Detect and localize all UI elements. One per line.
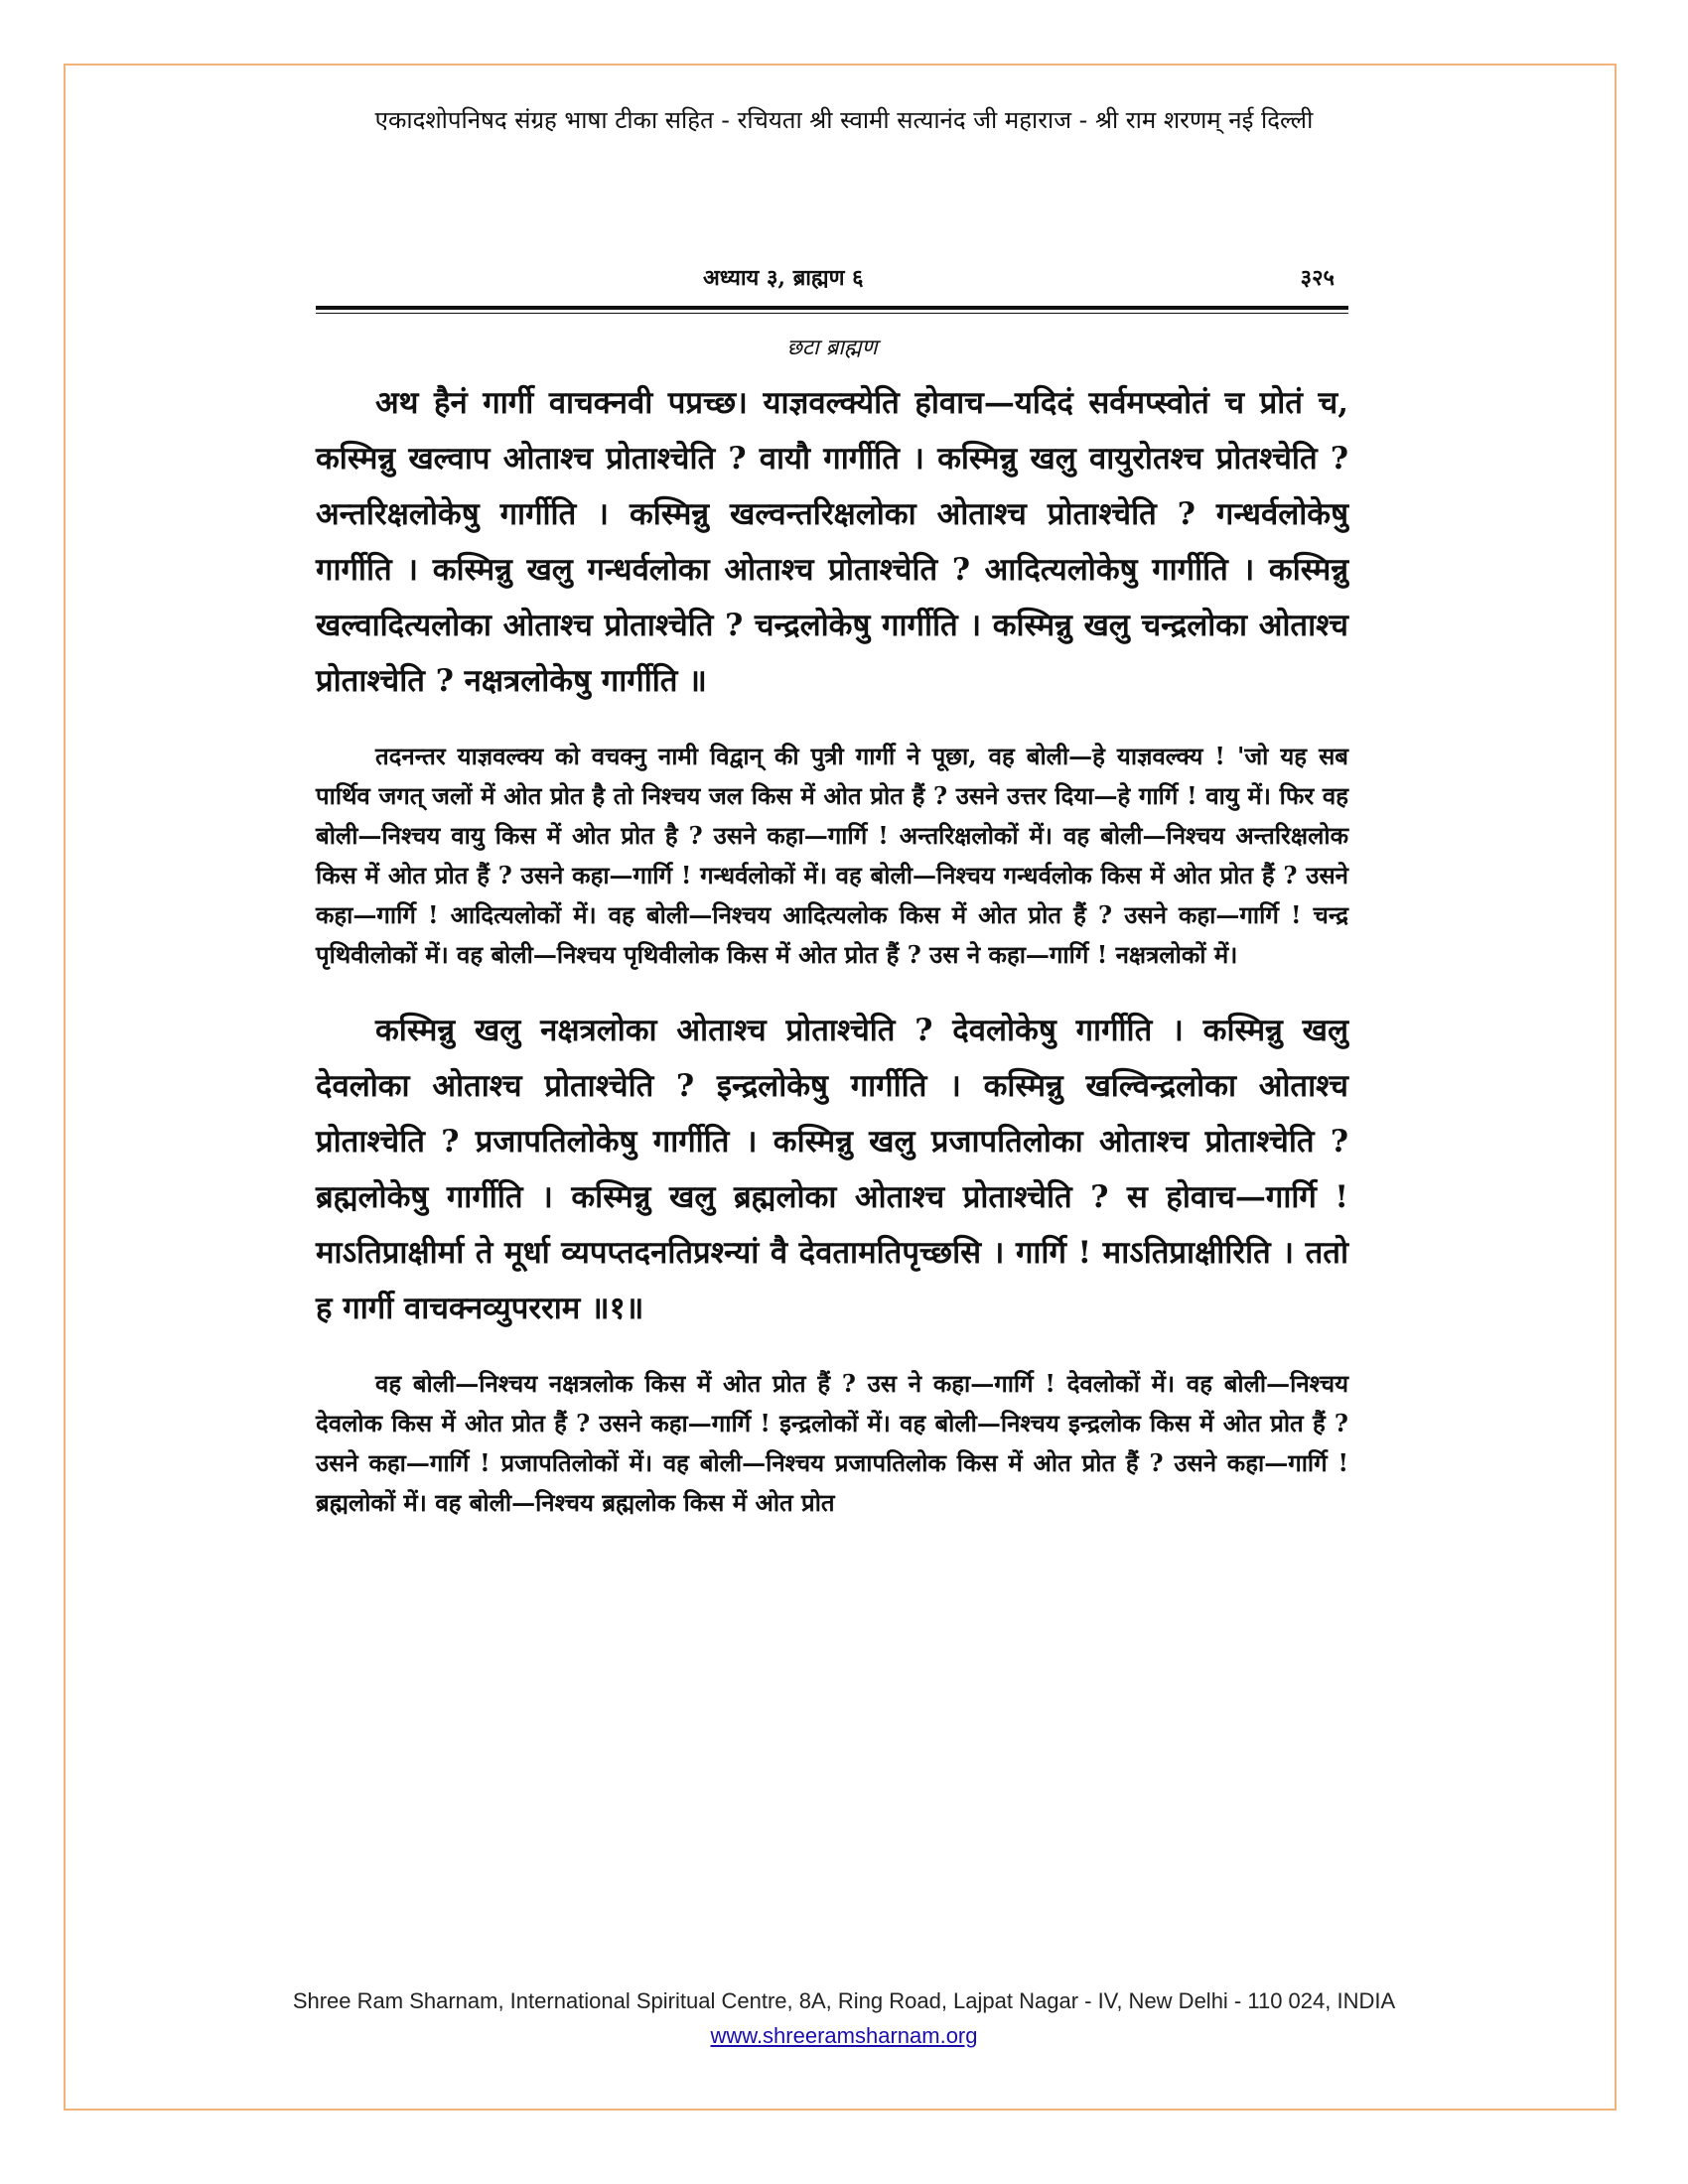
footer-website-link[interactable]: www.shreeramsharnam.org [710,2023,978,2048]
document-header: एकादशोपनिषद संग्रह भाषा टीका सहित - रचियता श्री स्वामी सत्यानंद जी महाराज - श्री राम शरणम् नई दिल्ली [374,106,1314,134]
sanskrit-verse-1: अथ हैनं गार्गी वाचक्नवी पप्रच्छ। याज्ञवल्क्येति होवाच—यदिदं सर्वमप्स्वोतं च प्रोतं च, कस्मिन्नु खल्वाप ओताश्च प्रोताश्चेति ? वायौ गार्गीति । कस्मिन्नु खलु वायुरोतश्च प्रोतश्चेति ? अन्तरिक्षलोकेषु गार्गीति । कस्मिन्नु खल्वन्तरिक्षलोका ओताश्च प्रोताश्चेति ? गन्धर्वलोकेषु गार्गीति । कस्मिन्नु खलु गन्धर्वलोका ओताश्च प्रोताश्चेति ? आदित्यलोकेषु गार्गीति । कस्मिन्नु खल्वादित्यलोका ओताश्च प्रोताश्चेति ? चन्द्रलोकेषु गार्गीति । कस्मिन्नु खलु चन्द्रलोका ओताश्च प्रोताश्चेति ? नक्षत्रलोकेषु गार्गीति ॥ [316,385,1348,699]
hindi-commentary-2: वह बोली—निश्चय नक्षत्रलोक किस में ओत प्रोत हैं ? उस ने कहा—गार्गि ! देवलोकों में। वह बोली—निश्चय देवलोक किस में ओत प्रोत हैं ? उसने कहा—गार्गि ! इन्द्रलोकों में। वह बोली—निश्चय इन्द्रलोक किस में ओत प्रोत हैं ? उसने कहा—गार्गि ! प्रजापतिलोकों में। वह बोली—निश्चय प्रजापतिलोक किस में ओत प्रोत हैं ? उसने कहा—गार्गि ! ब्रह्मलोकों में। वह बोली—निश्चय ब्रह्मलोक किस में ओत प्रोत [316,1369,1348,1517]
sanskrit-verse-2: कस्मिन्नु खलु नक्षत्रलोका ओताश्च प्रोताश्चेति ? देवलोकेषु गार्गीति । कस्मिन्नु खलु देवलोका ओताश्च प्रोताश्चेति ? इन्द्रलोकेषु गार्गीति । कस्मिन्नु खल्विन्द्रलोका ओताश्च प्रोताश्चेति ? प्रजापतिलोकेषु गार्गीति । कस्मिन्नु खलु प्रजापतिलोका ओताश्च प्रोताश्चेति ? ब्रह्मलोकेषु गार्गीति । कस्मिन्नु खलु ब्रह्मलोका ओताश्च प्रोताश्चेति ? स होवाच—गार्गि ! माऽतिप्राक्षीर्मा ते मूर्धा व्यपप्तदनतिप्रश्न्यां वै देवतामतिपृच्छसि । गार्गि ! माऽतिप्राक्षीरिति । ततो ह गार्गी वाचक्नव्युपरराम ॥१॥ [316,1013,1348,1326]
header-rule-thin [316,313,1348,314]
footer-address: Shree Ram Sharnam, International Spiritual Centre, 8A, Ring Road, Lajpat Nagar - IV, New Delhi - 110 024, INDIA [292,1988,1396,2013]
hindi-commentary-1: तदनन्तर याज्ञवल्क्य को वचक्नु नामी विद्वान् की पुत्री गार्गी ने पूछा, वह बोली—हे याज्ञवल्क्य ! 'जो यह सब पार्थिव जगत् जलों में ओत प्रोत है तो निश्चय जल किस में ओत प्रोत हैं ? उसने उत्तर दिया—हे गार्गि ! वायु में। फिर वह बोली—निश्चय वायु किस में ओत प्रोत है ? उसने कहा—गार्गि ! अन्तरिक्षलोकों में। वह बोली—निश्चय अन्तरिक्षलोक किस में ओत प्रोत हैं ? उसने कहा—गार्गि ! गन्धर्वलोकों में। वह बोली—निश्चय गन्धर्वलोक किस में ओत प्रोत हैं ? उसने कहा—गार्गि ! आदित्यलोकों में। वह बोली—निश्चय आदित्यलोक किस में ओत प्रोत हैं ? उसने कहा—गार्गि ! चन्द्र पृथिवीलोकों में। वह बोली—निश्चय पृथिवीलोक किस में ओत प्रोत हैं ? उस ने कहा—गार्गि ! नक्षत्रलोकों में। [316,742,1348,969]
section-title: छटा ब्राह्मण [786,336,878,360]
header-rule-thick [316,306,1348,310]
chapter-reference: अध्याय ३, ब्राह्मण ६ [703,265,864,291]
page-number: ३२५ [1300,265,1335,291]
scanned-book-page [316,238,1348,1946]
running-head [316,238,1348,298]
